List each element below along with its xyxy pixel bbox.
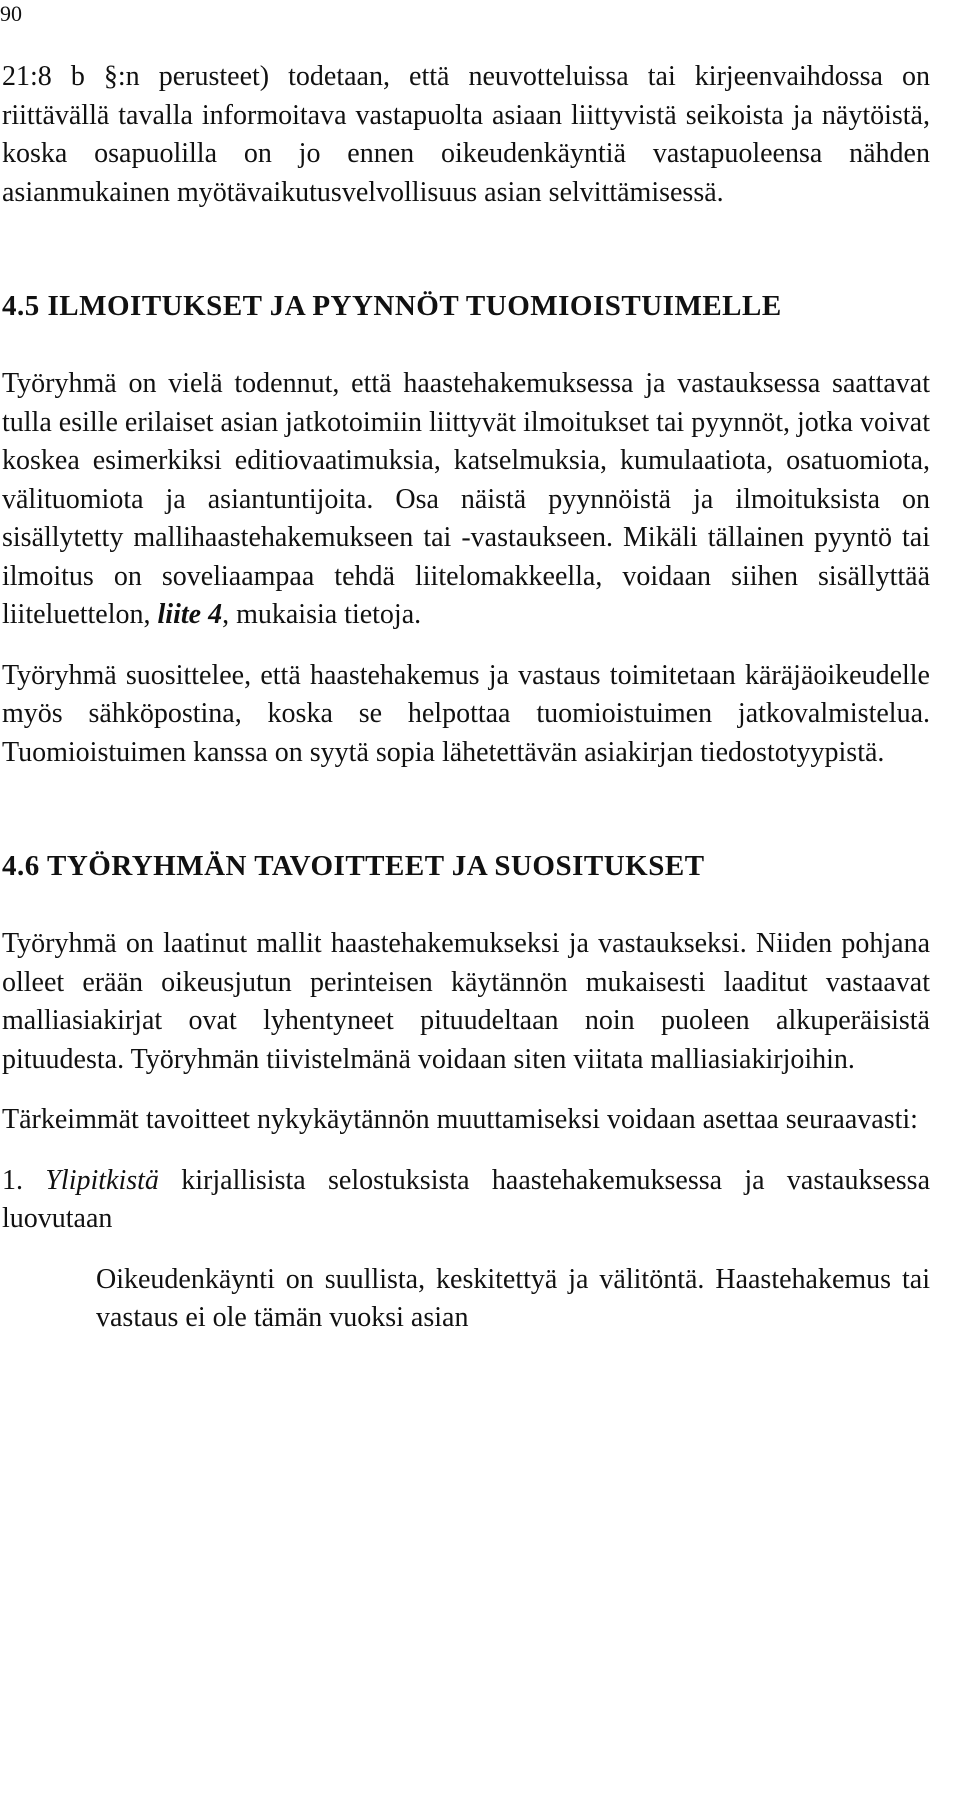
section-4-5-paragraph-2: Työryhmä suosittelee, että haastehakemus ja vastaus toimitetaan käräjäoikeudelle myös sähköpostina, koska se helpottaa tuomioistuimen jatkovalmistelua. Tuomioistuimen kanssa on syytä sopia lähetettävän asiakirjan tiedostotyypistä. [2, 659, 930, 768]
intro-paragraph: 21:8 b §:n perusteet) todetaan, että neuvotteluissa tai kirjeenvaihdossa on riittävällä tavalla informoitava vastapuolta asiaan liittyvistä seikoista ja näytöistä, koska osapuolilla on jo ennen oikeudenkäyntiä vastapuoleensa nähden asianmukainen myötävaikutusvelvollisuus asian selvittämisessä. [2, 61, 930, 208]
section-4-6-paragraph-2: Tärkeimmät tavoitteet nykykäytännön muuttamiseksi voidaan asettaa seuraavasti: [2, 1104, 918, 1135]
section-4-5-paragraph-1-tail: , mukaisia tietoja. [222, 599, 422, 630]
list-item-1-text: kirjallisista selostuksista haastehakemuksessa ja vastauksessa luovutaan [2, 1164, 931, 1234]
section-4-5-paragraph-1 [2, 365, 930, 635]
document-body [2, 58, 930, 1338]
list-item-1-detail: Oikeudenkäynti on suullista, keskitettyä ja välitöntä. Haastehakemus tai vastaus ei ole tämän vuoksi asian [96, 1263, 930, 1333]
list-item-1-emphasis: Ylipitkistä [45, 1164, 159, 1196]
section-4-5-heading: 4.5 ILMOITUKSET JA PYYNNÖT TUOMIOISTUIMELLE [2, 290, 782, 322]
list-item-1-number: 1. [2, 1164, 23, 1196]
page-number: 90 [0, 1, 22, 26]
liite-4-reference: liite 4 [157, 599, 223, 630]
section-4-6-paragraph-1: Työryhmä on laatinut mallit haastehakemukseksi ja vastaukseksi. Niiden pohjana olleet erään oikeusjutun perinteisen käytännön mukaisesti laaditut vastaavat malliasiakirjat ovat lyhentyneet pituudeltaan noin puoleen alkuperäisistä pituudesta. Työryhmän tiivistelmänä voidaan siten viitata malliasiakirjoihin. [2, 928, 930, 1075]
section-4-6-heading: 4.6 TYÖRYHMÄN TAVOITTEET JA SUOSITUKSET [2, 850, 705, 882]
list-item-1 [2, 1162, 930, 1239]
section-4-5-paragraph-1-text: Työryhmä on vielä todennut, että haastehakemuksessa ja vastauksessa saattavat tulla esille erilaiset asian jatkotoimiin liittyvät ilmoitukset tai pyynnöt, jotka voivat koskea esimerkiksi editiovaatimuksia, katselmuksia, kumulaatiota, osatuomiota, välituomiota ja asiantuntijoita. Osa näistä pyynnöistä ja ilmoituksista on sisällytetty mallihaastehakemukseen tai -vastaukseen. Mikäli tällainen pyyntö tai ilmoitus on soveliaampaa tehdä liitelomakkeella, voidaan siihen sisällyttää liiteluettelon, [2, 368, 930, 630]
